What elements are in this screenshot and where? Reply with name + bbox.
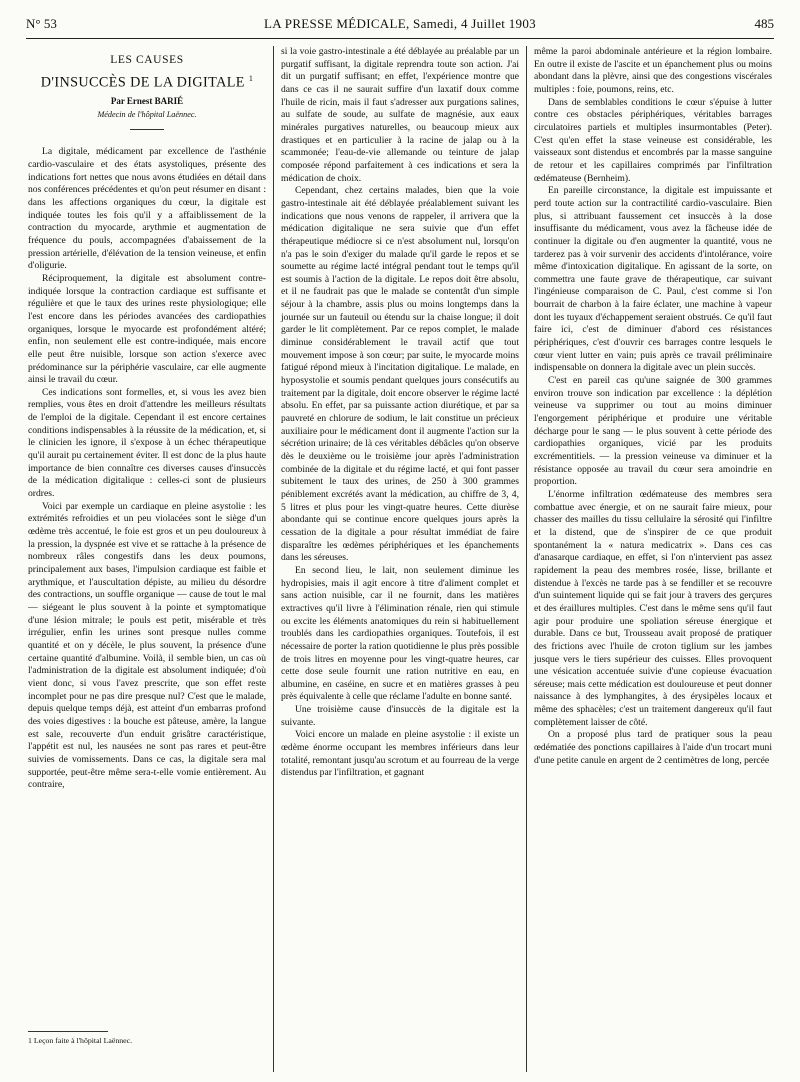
paragraph: On a proposé plus tard de pratiquer sous la peau œdématiée des ponctions capillaires à l'aide d'un trocart muni d'une petite canule en argent de 2 centimètres de long, percée bbox=[534, 729, 772, 766]
page-header bbox=[26, 16, 774, 34]
column-3 bbox=[534, 46, 772, 767]
paragraph: L'énorme infiltration œdémateuse des membres sera combattue avec énergie, et on ne saurait faire mieux, pour chasser des mailles du tissu cellulaire la sérosité qui l'infiltre et la distend, que de s'inspirer de ce que produit spontanément la « natura medicatrix ». Dans ces cas d'anasarque cardiaque, en effet, si l'on n'intervient pas assez rapidement la peau des membres rosée, lisse, brillante et distendue à l'excès ne tarde pas à se fendiller et se recouvre d'un suintement liquide qui se fait jour à travers des gerçures et des éraillures multiples. C'est dans le même sens qu'il faut agir pour produire une spoliation séreuse énergique et durable. Dans ce but, Trousseau avait proposé de pratiquer des frictions avec l'huile de croton tiglium sur les jambes jusque vers le tiers supérieur des cuisses. Elles provoquent une vésication accentuée suivie d'une copieuse évacuation séreuse; mais cette médication est douloureuse et peut donner naissance à des lymphangites, à des érysipèles locaux et même des sphacèles; c'est un traitement dangereux qu'il faut complètement laisser de côté. bbox=[534, 488, 772, 728]
paragraph: En second lieu, le lait, non seulement diminue les hydropisies, mais il agit encore à titre d'aliment complet et sans action nuisible, car il ne fournit, dans les matières extractives qu'il livre à l'élimination rénale, rien qui stimule ou excite les éléments anatomiques du rein si habituellement troublés dans les cardiopathies organiques. Toutefois, il est nécessaire de porter la ration quotidienne le plus près possible de trois litres en moyenne pour les vingt-quatre heures, car cette dose seule fournit une ration nutritive en eau, en albumine, en caséine, en sucre et en matières grasses à peu près équivalente à celle que réclame l'adulte en bonne santé. bbox=[281, 564, 519, 703]
paragraph: Ces indications sont formelles, et, si vous les avez bien remplies, vous êtes en droit d'attendre les meilleurs résultats de l'emploi de la digitale. Cependant il est encore certaines conditions indispensables à la réussite de la médication, et, si le clinicien les ignore, il s'expose à un échec thérapeutique qu'il aurait pu certainement éviter. Il est donc de la plus haute importance de bien connaître ces diverses causes d'insuccès de la médication digitalique : celles-ci sont de plusieurs ordres. bbox=[28, 386, 266, 500]
paragraph: Voici encore un malade en pleine asystolie : il existe un œdème énorme occupant les membres inférieurs dans leur totalité, remontant jusqu'au scrotum et au fourreau de la verge distendus par l'infiltration, et gagnant bbox=[281, 729, 519, 779]
issue-number: N° 53 bbox=[26, 16, 57, 31]
footnote: 1 Leçon faite à l'hôpital Laënnec. bbox=[28, 1036, 133, 1045]
column-divider bbox=[273, 46, 274, 1072]
title-separator bbox=[130, 129, 164, 130]
column-divider bbox=[526, 46, 527, 1072]
paragraph: Dans de semblables conditions le cœur s'épuise à lutter contre ces obstacles périphériques, véritables barrages circulatoires partiels et multiples insurmontables (Peter). C'est qu'en effet la stase veineuse est considérable, les vaisseaux sont distendus et encombrés par la masse sanguine de retour et les capillaires comprimés par l'infiltration œdémateuse (Bernheim). bbox=[534, 96, 772, 184]
title-footnote-marker: 1 bbox=[248, 73, 254, 83]
paragraph: Une troisième cause d'insuccès de la digitale est la suivante. bbox=[281, 704, 519, 728]
article-kicker: LES CAUSES bbox=[110, 54, 184, 66]
article-title: D'INSUCCÈS DE LA DIGITALE $^1$ bbox=[40, 73, 254, 91]
paragraph: même la paroi abdominale antérieure et la région lombaire. En outre il existe de l'ascite et un épanchement plus ou moins abondant dans la plèvre, ainsi que des congestions viscérales multiples : foie, poumons, reins, etc. bbox=[534, 46, 772, 95]
paragraph: Voici par exemple un cardiaque en pleine asystolie : les extrémités refroidies et un peu violacées sont le siège d'un œdème très accentué, le foie est gros et un peu douloureux à la pression, la dyspnée est vive et se rattache à la présence de nombreux râles congestifs dans les deux poumons, principalement aux bases, l'impulsion cardiaque est faible et arythmique, et l'auscultation dépiste, au milieu du désordre des contractions, un souffle organique — cause de tout le mal — siégeant le plus souvent à la pointe et symptomatique d'une lésion mitrale; le pouls est petit, misérable et très irrégulier, enfin les urines sont presque nulles comme quantité et on y décèle, le plus souvent, la présence d'une certaine quantité d'albumine. Voilà, il semble bien, un cas où l'administration de la digitale est absolument indiquée; d'où vient donc, si vous l'avez prescrite, que son effet reste incomplet pour ne pas dire presque nul? C'est que le malade, depuis quelque temps déjà, est atteint d'un embarras profond des voies digestives : la bouche est pâteuse, amère, la langue est sale, recouverte d'un enduit grisâtre caractéristique, l'appétit est nul, les nausées ne sont pas rares et peut-être suivies de vomissements. Dans ce cas, la digitale sera mal supportée, peut-être même sera-t-elle vomie entièrement. Au contraire, bbox=[28, 500, 266, 791]
page-number: 485 bbox=[754, 16, 774, 31]
paragraph: Cependant, chez certains malades, bien que la voie gastro-intestinale ait été déblayée préalablement suivant les indications que nous venons de rappeler, il arrivera que la médication digitalique ne sera suivie que d'un effet thérapeutique médiocre si ce n'est absolument nul, lorsqu'on n'a pas le soin d'exiger du malade qu'il garde le repos et se soumette au régime lacté intégral pendant tout le temps qu'il est soumis à l'action de la digitale. Le repos doit être absolu, et il ne faudrait pas que le malade se contentât d'un simple séjour à la chambre, assis plus ou moins longtemps dans la journée sur un fauteuil ou étendu sur la chaise longue; il doit garder le lit complètement. Par ce repos complet, le malade diminue considérablement le travail actif que tout mouvement impose à son cœur; par suite, le myocarde moins fatigué répond mieux à l'incitation digitalique. Le malade, en hyposystolie et soumis pendant quelques jours consécutifs au traitement par la digitale, doit encore observer le régime lacté absolu. En effet, par sa puissante action diurétique, et par sa pauvreté en chlorure de sodium, le lait constitue un précieux auxiliaire pour le médicament dont il augmente l'action sur la sécrétion urinaire; de là ces véritables débâcles qu'on observe dès le deuxième ou le troisième jour après l'administration combinée de la digitale et du régime lacté, et qui font passer subitement le taux des urines, de 250 à 300 grammes péniblement excrétés avant la médication, au chiffre de 3, 4, 5 litres et plus pour les vingt-quatre heures. Cette diurèse abondante qui se continue encore quelques jours après la cessation de la digitale a pour résultat immédiat de faire disparaître les œdèmes périphériques et les épanchements dans les séreuses. bbox=[281, 185, 519, 564]
paragraph: Réciproquement, la digitale est absolument contre-indiquée lorsque la contraction cardiaque est suffisante et régulière et que le taux des urines reste physiologique; elle l'est encore dans les périodes avancées des cardiopathies organiques, lorsque le myocarde est profondément altéré; enfin, non seulement elle est contre-indiquée, mais encore elle peut être nuisible, lorsque son action s'exerce avec prédominance sur la périphérie vasculaire, car elle augmente ainsi le travail du cœur. bbox=[28, 272, 266, 386]
header-rule bbox=[26, 38, 774, 39]
journal-title: LA PRESSE MÉDICALE, Samedi, 4 Juillet 1903 bbox=[264, 16, 536, 31]
paragraph: En pareille circonstance, la digitale est impuissante et perd toute action sur la contractilité cardio-vasculaire. Bien plus, si attribuant faussement cet insuccès à la dose insuffisante du médicament, vous avez la fâcheuse idée de continuer la digitale ou d'en augmenter la quantité, vous ne tarderez pas à voir survenir des accidents d'intolérance, voire même d'intoxication digitalique. En agissant de la sorte, on commettra une faute grave de thérapeutique, car suivant l'ingénieuse comparaison de C. Paul, c'est comme si l'on bourrait de charbon à la faire éclater, une machine à vapeur dont les tuyaux d'échappement seraient obstrués. Ce qu'il faut faire ici, c'est de diminuer d'abord ces résistances périphériques, c'est d'ouvrir ces barrages contre lesquels le cœur vient lutter en vain; puis après ce travail préliminaire indispensable on donnera la digitale avec un plein succès. bbox=[534, 185, 772, 374]
footnote-rule bbox=[28, 1031, 108, 1032]
paragraph: La digitale, médicament par excellence de l'asthénie cardio-vasculaire et des états asystoliques, présente des indications fort nettes que nous avons étudiées en détail dans nos conférences précédentes et qu'on peut résumer en disant : dans les affections organiques du cœur, la digitale est indiquée toutes les fois qu'il y a affaiblissement de la contraction du myocarde, arythmie et augmentation de fréquence du pouls, accompagnées d'abaissement de la pression artérielle, d'élévation de la tension veineuse, et enfin d'oligurie. bbox=[28, 146, 266, 272]
article-author: Par Ernest BARIÉ bbox=[110, 96, 184, 107]
column-1 bbox=[28, 46, 266, 792]
paragraph: si la voie gastro-intestinale a été déblayée au préalable par un purgatif suffisant, la digitale reprendra toute son action. J'ai dit un purgatif suffisant; en effet, l'expérience montre que dans ce cas il ne saurait suffire d'un laxatif doux comme l'huile de ricin, mais il faut s'adresser aux purgations salines, au sulfate de soude, au sulfate de magnésie, aux eaux minérales purgatives naturelles, ou beaucoup mieux aux drastiques et en particulier à la racine de jalap ou à la scammonée; l'eau-de-vie allemande ou teinture de jalap composée répond parfaitement à ces indications et sera la médication de choix. bbox=[281, 46, 519, 184]
author-affiliation: Médecin de l'hôpital Laënnec. bbox=[97, 109, 197, 119]
column-2 bbox=[281, 46, 519, 780]
paragraph: C'est en pareil cas qu'une saignée de 300 grammes environ trouve son indication par excellence : la déplétion veineuse va supprimer ou tout au moins diminuer l'engorgement périphérique et produire une véritable décharge pour le sang — le plus souvent à cette période des cardiopathies organiques, vicié par les produits excrémentitiels. — la pression veineuse va diminuer et la résistance opposée au travail du cœur sera amoindrie en proportion. bbox=[534, 375, 772, 488]
